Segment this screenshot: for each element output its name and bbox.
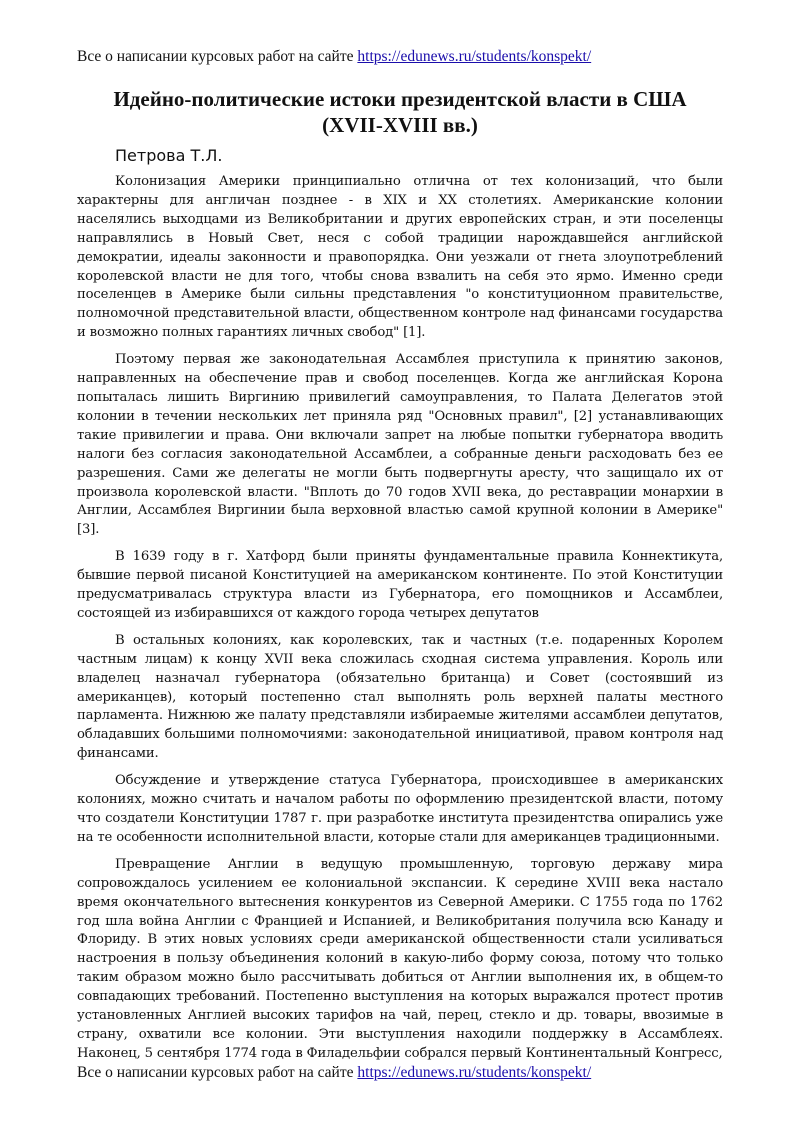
paragraph: Обсуждение и утверждение статуса Губернатора, происходившее в американских колониях, можно считать и началом работы по оформлению президентской власти, потому что создатели Конституции 1787 г. при разработке института президентства опирались уже на те особенности исполнительной власти, которые стали для американцев традиционными. [77,773,723,845]
document-title [60,86,740,138]
paragraph: Поэтому первая же законодательная Ассамблея приступила к принятию законов, направленных на обеспечение прав и свобод поселенцев. Когда же английская Корона попыталась лишить Виргинию привилегий самоуправления, то Палата Делегатов этой колонии в течении нескольких лет приняла ряд "Основных правил", [2] устанавливающих такие привилегии и права. Они включали запрет на любые попытки губернатора вводить налоги без согласия законодательной Ассамблеи, а собранные деньги расходовать без ее разрешения. Сами же делегаты не могли быть подвергнуты аресту, что защищало их от произвола королевской власти. "Вплоть до 70 годов XVII века, до реставрации монархии в Англии, Ассамблея Виргинии была верховной властью самой крупной колонии в Америке" [3]. [77,352,723,538]
article-body [77,173,723,1072]
page-footer [77,1064,591,1082]
paragraph: Колонизация Америки принципиально отлична от тех колонизаций, что были характерны для англичан позднее - в XIX и XX столетиях. Американские колонии населялись выходцами из Великобритании и других европейских стран, и эти поселенцы направлялись в Новый Свет, неся с собой традиции нарождавшейся английской демократии, идеалы законности и правопорядка. Они уезжали от гнета злоупотреблений королевской власти не для того, чтобы снова взвалить на себя это ярмо. Именно среди поселенцев в Америке были сильны представления "о конституционном правительстве, полномочной представительной власти, общественном контроле над финансами государства и возможно полных гарантиях личных свобод" [1]. [77,174,723,341]
header-site-link[interactable]: https://edunews.ru/students/konspekt/ [357,48,592,65]
paragraph: Превращение Англии в ведущую промышленную, торговую державу мира сопровождалось усилением ее колониальной экспансии. К середине XVIII века настало время окончательного вытеснения конкурентов из Северной Америки. С 1755 года по 1762 год шла война Англии с Францией и Испанией, и Великобритания получила всю Канаду и Флориду. В этих новых условиях среди американской общественности стали усиливаться настроения в пользу объединения колоний в какую-либо форму союза, потому что только таким образом можно было рассчитывать добиться от Англии выполнения их, в общем-то совпадающих требований. Постепенно выступления на которых выражался протест против установленных Англией высоких тарифов на чай, перец, стекло и др. товары, ввозимые в страну, охватили все колонии. Эти выступления находили поддержку в Ассамблеях. Наконец, 5 сентября 1774 года в Филадельфии собрался первый Континентальный Конгресс, [77,856,723,1061]
title-line-1: Идейно-политические истоки президентской власти в США [113,87,687,111]
paragraph: В 1639 году в г. Хатфорд были приняты фундаментальные правила Коннектикута, бывшие первой писаной Конституцией на американском континенте. По этой Конституции предусматривалась структура власти из Губернатора, его помощников и Ассамблеи, состоящей из избиравшихся от каждого города четырех депутатов [77,549,723,621]
footer-text: Все о написании курсовых работ на сайте [77,1064,358,1081]
header-text: Все о написании курсовых работ на сайте [77,48,358,65]
footer-site-link[interactable]: https://edunews.ru/students/konspekt/ [357,1064,592,1081]
paragraph: В остальных колониях, как королевских, так и частных (т.е. подаренных Королем частным лицам) к концу XVII века сложилась сходная система управления. Король или владелец назначал губернатора (обязательно британца) и Совет (состоявший из американцев), который постепенно стал выполнять роль верхней палаты местного парламента. Нижнюю же палату представляли избираемые жителями ассамблеи депутатов, обладавших большими полномочиями: законодательной инициативой, правом контроля над финансами. [77,632,723,762]
title-line-2: (XVII-XVIII вв.) [322,113,478,137]
page-header [77,48,591,66]
author-name: Петрова Т.Л. [115,146,223,165]
